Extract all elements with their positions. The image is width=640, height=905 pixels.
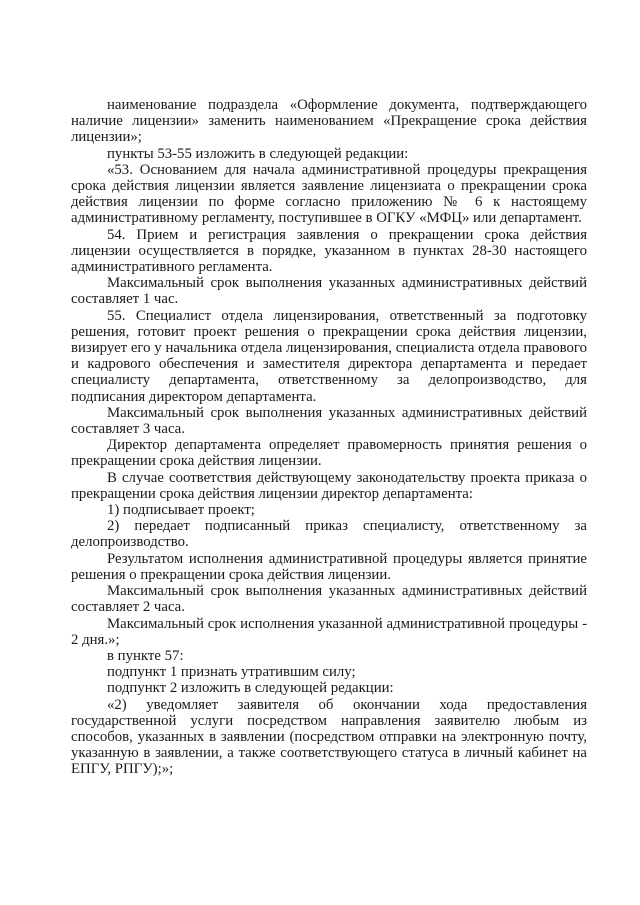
paragraph: Результатом исполнения административной процедуры является принятие решения о прекращении срока действия лицензии. (71, 550, 587, 583)
paragraph: Директор департамента определяет правомерность принятия решения о прекращении срока действия лицензии. (71, 437, 587, 470)
paragraph: 1) подписывает проект; (107, 502, 255, 519)
paragraph: «2) уведомляет заявителя об окончании хода предоставления государственной услуги посредством направления заявителю любым из способов, указанных в заявлении (посредством отправки на электронную почту, указанную в заявлении, а также соответствующего статуса в личный кабинет на ЕПГУ, РПГУ);»; (71, 696, 587, 778)
paragraph: Максимальный срок исполнения указанной административной процедуры - 2 дня.»; (71, 615, 587, 648)
paragraph: В случае соответствия действующему законодательству проекта приказа о прекращении срока действия лицензии директор департамента: (71, 469, 587, 502)
paragraph: 54. Прием и регистрация заявления о прекращении срока действия лицензии осуществляется в порядке, указанном в пунктах 28-30 настоящего административного регламента. (71, 226, 587, 276)
paragraph: подпункт 2 изложить в следующей редакции: (107, 680, 394, 697)
paragraph: наименование подраздела «Оформление документа, подтверждающего наличие лицензии» заменить наименованием «Прекращение срока действия лицензии»; (71, 97, 587, 146)
paragraph: Максимальный срок выполнения указанных административных действий составляет 3 часа. (71, 404, 587, 438)
paragraph: в пункте 57: (107, 647, 184, 664)
paragraph: Максимальный срок выполнения указанных административных действий составляет 2 часа. (71, 583, 587, 616)
document-body (71, 97, 587, 778)
paragraph: 2) передает подписанный приказ специалисту, ответственному за делопроизводство. (71, 518, 587, 551)
paragraph: 55. Специалист отдела лицензирования, ответственный за подготовку решения, готовит проект решения о прекращении срока действия лицензии, визирует его у начальника отдела лицензирования, специалиста отдела правового и кадрового обеспечения и заместителя директора департамента и передает специалисту департамента, ответственному за делопроизводство, для подписания директором департамента. (71, 307, 587, 405)
paragraph: «53. Основанием для начала административной процедуры прекращения срока действия лицензии является заявление лицензиата о прекращении срока действия лицензии по форме согласно приложению № 6 к настоящему административному регламенту, поступившее в ОГКУ «МФЦ» или департамент. (71, 161, 587, 227)
paragraph: подпункт 1 признать утратившим силу; (107, 664, 356, 681)
paragraph: Максимальный срок выполнения указанных административных действий составляет 1 час. (71, 275, 587, 308)
paragraph: пункты 53-55 изложить в следующей редакции: (107, 145, 409, 162)
